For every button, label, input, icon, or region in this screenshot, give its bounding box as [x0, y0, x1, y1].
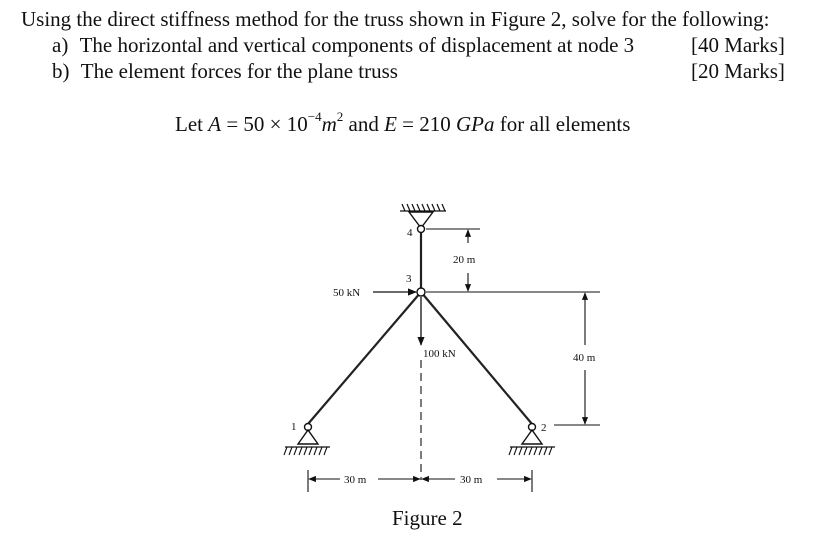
modulus-value: = 210	[396, 112, 457, 136]
question-intro: Using the direct stiffness method for the truss shown in Figure 2, solve for the following:	[21, 7, 770, 31]
part-b-marks: [20 Marks]	[691, 59, 785, 83]
given-prefix: Let	[175, 112, 209, 136]
area-unit-exponent: 2	[336, 109, 344, 124]
figure-caption: Figure 2	[392, 506, 463, 530]
node-3	[417, 288, 425, 296]
area-unit: m	[321, 112, 337, 136]
dimension-label-right-30m: 30 m	[460, 474, 483, 486]
dimension-label-40m: 40 m	[573, 352, 596, 364]
dimension-label-20m: 20 m	[453, 254, 476, 266]
part-a-text: The horizontal and vertical components of displacement at node 3	[79, 33, 635, 57]
dimension-bottom	[308, 470, 532, 492]
modulus-unit: GPa	[456, 112, 495, 136]
node-label-2: 2	[541, 422, 547, 434]
member-1-3	[308, 292, 421, 424]
truss-members	[308, 230, 532, 424]
part-a-marks: [40 Marks]	[691, 33, 785, 57]
part-a-label: a)	[52, 33, 69, 57]
horizontal-load-label: 50 kN	[333, 287, 361, 299]
given-suffix: for all elements	[494, 112, 631, 136]
support-node-2	[509, 424, 555, 456]
top-support	[400, 204, 446, 228]
modulus-symbol: E	[384, 112, 397, 136]
area-symbol: A	[208, 112, 222, 136]
node-4	[418, 226, 425, 233]
node-label-4: 4	[407, 227, 413, 239]
part-b-text: The element forces for the plane truss	[80, 59, 398, 83]
node-label-3: 3	[406, 273, 412, 285]
node-label-1: 1	[291, 421, 297, 433]
vertical-load-label: 100 kN	[423, 348, 456, 360]
given-connector: and	[343, 112, 385, 136]
area-value: = 50 × 10	[221, 112, 308, 136]
dimension-label-left-30m: 30 m	[344, 474, 367, 486]
part-b-label: b)	[52, 59, 70, 83]
area-exponent: −4	[307, 109, 322, 124]
